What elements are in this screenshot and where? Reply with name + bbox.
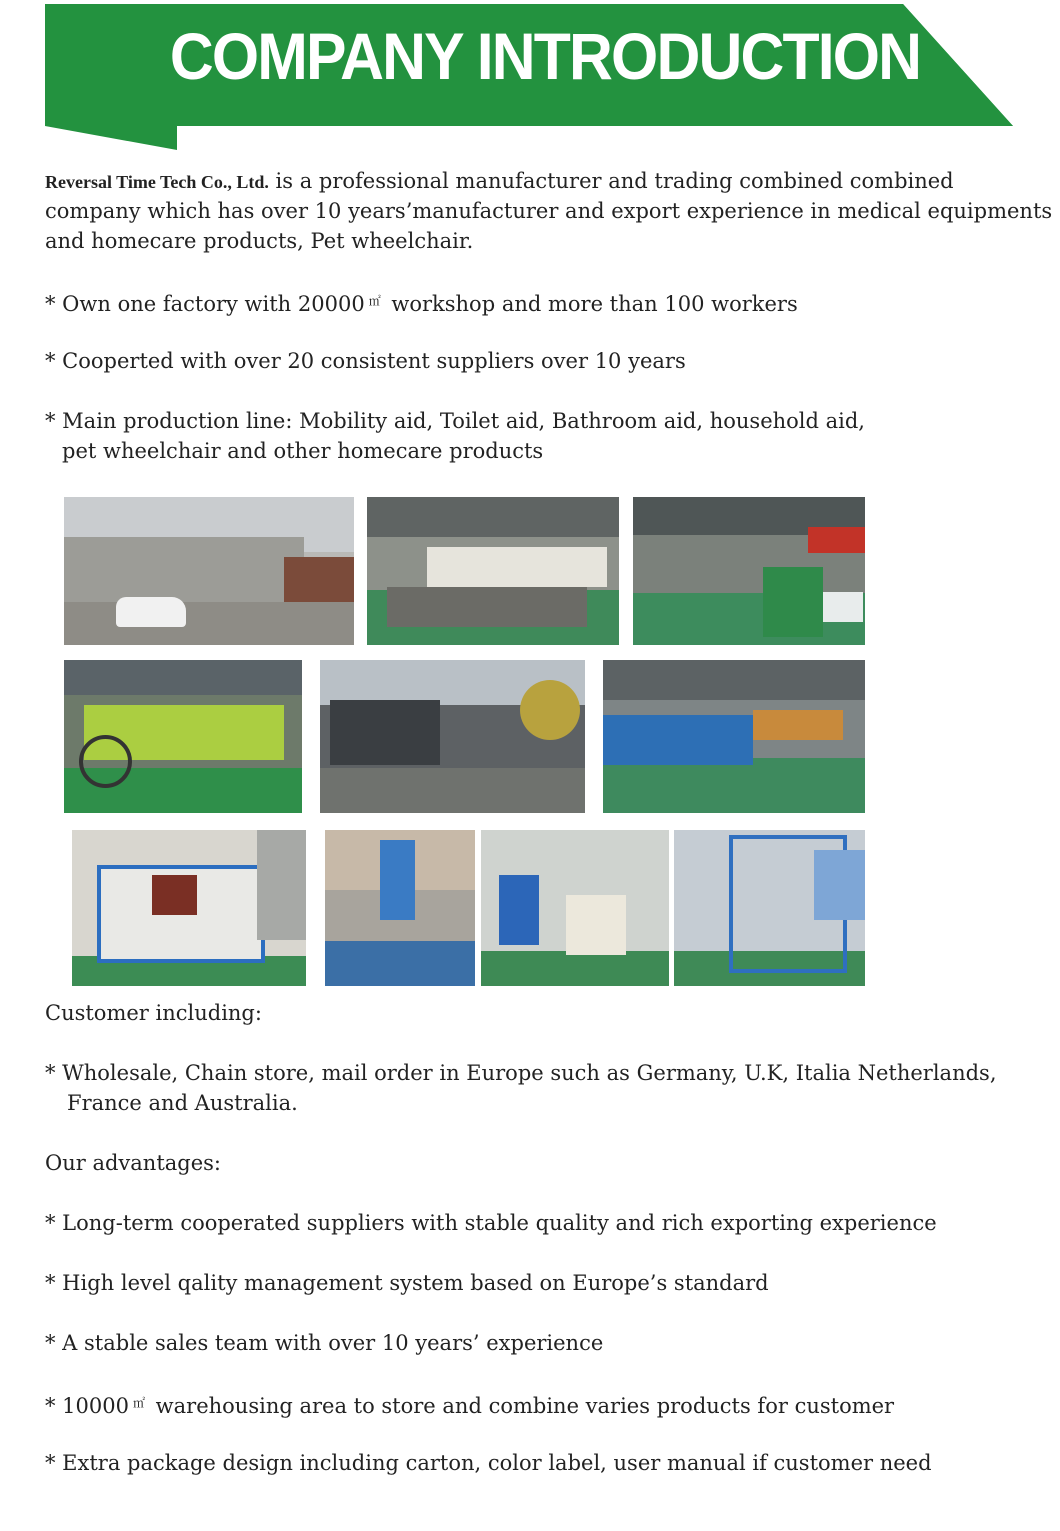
advantage-item-4 <box>45 1388 894 1421</box>
intro-line-1 <box>45 166 954 197</box>
advantages-heading: Our advantages: <box>45 1151 222 1175</box>
conveyor-line-photo <box>603 660 865 813</box>
factory-exterior-photo <box>64 497 354 645</box>
advantage-item-4-post: warehousing area to store and combine varies products for customer <box>149 1394 895 1418</box>
advantage-item-5: * Extra package design including carton, color label, user manual if customer need <box>45 1451 932 1475</box>
advantage-item-3: * A stable sales team with over 10 years’ experience <box>45 1331 604 1355</box>
bullet-factory <box>45 286 798 319</box>
intro-text-1: is a professional manufacturer and trading combined combined <box>268 169 954 193</box>
punch-press-machines-photo <box>320 660 585 813</box>
testing-rig-photo <box>72 830 306 986</box>
welding-robot-photo <box>325 830 475 986</box>
salt-spray-tester-photo <box>481 830 669 986</box>
fatigue-test-machine-photo <box>674 830 865 986</box>
header-banner <box>45 4 1015 150</box>
bullet-factory-post: workshop and more than 100 workers <box>384 292 798 316</box>
advantage-item-1: * Long-term cooperated suppliers with stable quality and rich exporting experience <box>45 1211 937 1235</box>
square-meter-unit: ㎡ <box>368 294 381 308</box>
advantage-item-2: * High level qality management system based on Europe’s standard <box>45 1271 769 1295</box>
customer-line-1: * Wholesale, Chain store, mail order in Europe such as Germany, U.K, Italia Netherlands, <box>45 1061 997 1085</box>
advantage-item-4-pre: * 10000 <box>45 1394 129 1418</box>
bullet-production-2: pet wheelchair and other homecare products <box>62 439 544 463</box>
quality-control-area-photo <box>633 497 865 645</box>
bullet-factory-pre: * Own one factory with 20000 <box>45 292 365 316</box>
production-floor-photo <box>367 497 619 645</box>
customer-line-2: France and Australia. <box>67 1091 298 1115</box>
page-title: COMPANY INTRODUCTION <box>169 19 921 93</box>
intro-line-3: and homecare products, Pet wheelchair. <box>45 229 474 253</box>
customer-heading: Customer including: <box>45 1001 262 1025</box>
wheelchair-assembly-photo <box>64 660 302 813</box>
intro-line-2: company which has over 10 years’manufacturer and export experience in medical equipments <box>45 199 1053 223</box>
square-meter-unit: ㎡ <box>132 1396 145 1410</box>
bullet-suppliers: * Cooperted with over 20 consistent suppliers over 10 years <box>45 349 686 373</box>
bullet-production-1: * Main production line: Mobility aid, Toilet aid, Bathroom aid, household aid, <box>45 409 865 433</box>
company-name: Reversal Time Tech Co., Ltd. <box>45 172 269 192</box>
